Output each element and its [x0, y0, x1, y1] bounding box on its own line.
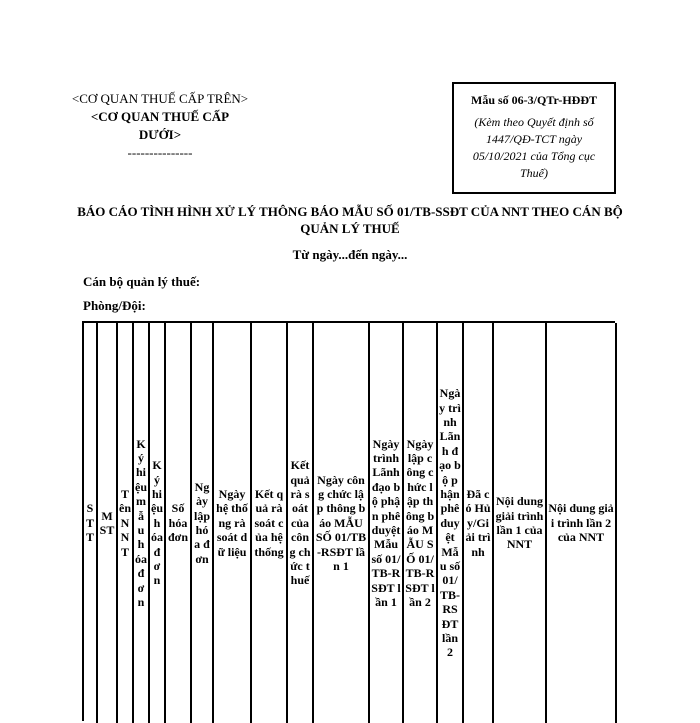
header-ngay-lap-tb-lan-2: Ngày lập công chức lập thông báo MẪU SỐ 01/TB-RSĐT lần 2 — [405, 436, 435, 610]
header-stt: STT — [85, 501, 94, 545]
header-ngay-ra-soat: Ngày hệ thống rà soát dữ liệu — [216, 486, 248, 559]
header-ngay-lap-tb-lan-1: Ngày công chức lập thông báo MẪU SỐ 01/TB-RSĐT lần 1 — [315, 472, 367, 574]
form-code-box — [452, 82, 616, 194]
table-header-cell — [547, 323, 617, 723]
header-ket-qua-he-thong: Kết quả rà soát của hệ thống — [254, 486, 284, 559]
header-ky-hieu-mau: Ký hiệu mẫu hóa đơn — [135, 436, 147, 610]
header-ten-nnt: Tên NNT — [119, 486, 131, 559]
header-noi-dung-lan-2: Nội dung giải trình lần 2 của NNT — [548, 501, 614, 545]
table-header-cell — [464, 323, 494, 723]
table-header-cell — [192, 323, 214, 723]
table-header-cell — [404, 323, 438, 723]
table-header-cell — [118, 323, 134, 723]
header-ky-hieu-hoa-don: Ký hiệu hóa đơn — [151, 458, 163, 588]
table-header-cell — [288, 323, 314, 723]
form-reference: (Kèm theo Quyết định số 1447/QĐ-TCT ngày 05/10/2021 của Tổng cục Thuế) — [472, 115, 596, 180]
table-header-cell — [438, 323, 464, 723]
header-so-hoa-don: Số hóa đơn — [168, 501, 188, 545]
header-mst: MST — [99, 508, 115, 537]
agency-divider: --------------- — [127, 145, 193, 160]
table-header-cell — [494, 323, 547, 723]
header-ngay-trinh-lan-2: Ngày trình Lãnh đạo bộ phận phê duyệt Mẫu số 01/TB-RSĐT lần 2 — [439, 386, 461, 660]
header-ngay-trinh-lan-1: Ngày trình Lãnh đạo bộ phận phê duyệt Mẫu số 01/TB-RSĐT lần 1 — [371, 436, 401, 610]
header-da-co-huy: Đã có Hủy/Giải trình — [465, 486, 491, 559]
agency-block — [70, 90, 250, 162]
table-header-cell — [252, 323, 288, 723]
report-period: Từ ngày...đến ngày... — [292, 247, 408, 262]
agency-lower: <CƠ QUAN THUẾ CẤP DƯỚI> — [90, 109, 230, 142]
table-header-cell — [134, 323, 150, 723]
table-header-cell — [214, 323, 252, 723]
table-header-cell — [98, 323, 118, 723]
header-noi-dung-lan-1: Nội dung giải trình lần 1 của NNT — [495, 494, 544, 552]
report-table — [82, 321, 615, 721]
report-title: BÁO CÁO TÌNH HÌNH XỬ LÝ THÔNG BÁO MẪU SỐ 01/TB-SSĐT CỦA NNT THEO CÁN BỘ QUẢN LÝ THUẾ — [77, 204, 623, 236]
table-header-cell — [370, 323, 404, 723]
agency-upper: <CƠ QUAN THUẾ CẤP TRÊN> — [71, 91, 249, 106]
table-header-cell — [84, 323, 98, 723]
table-header-cell — [166, 323, 192, 723]
table-header-cell — [150, 323, 166, 723]
form-code: Mẫu số 06-3/QTr-HĐĐT — [471, 93, 597, 107]
header-ket-qua-cong-chuc: Kết quả rà soát của công chức thuế — [289, 458, 311, 588]
header-ngay-lap-hoa-don: Ngày lập hóa đơn — [193, 479, 210, 566]
department-label: Phòng/Đội: — [83, 298, 146, 313]
table-header-cell — [314, 323, 370, 723]
officer-label: Cán bộ quản lý thuế: — [83, 274, 201, 289]
